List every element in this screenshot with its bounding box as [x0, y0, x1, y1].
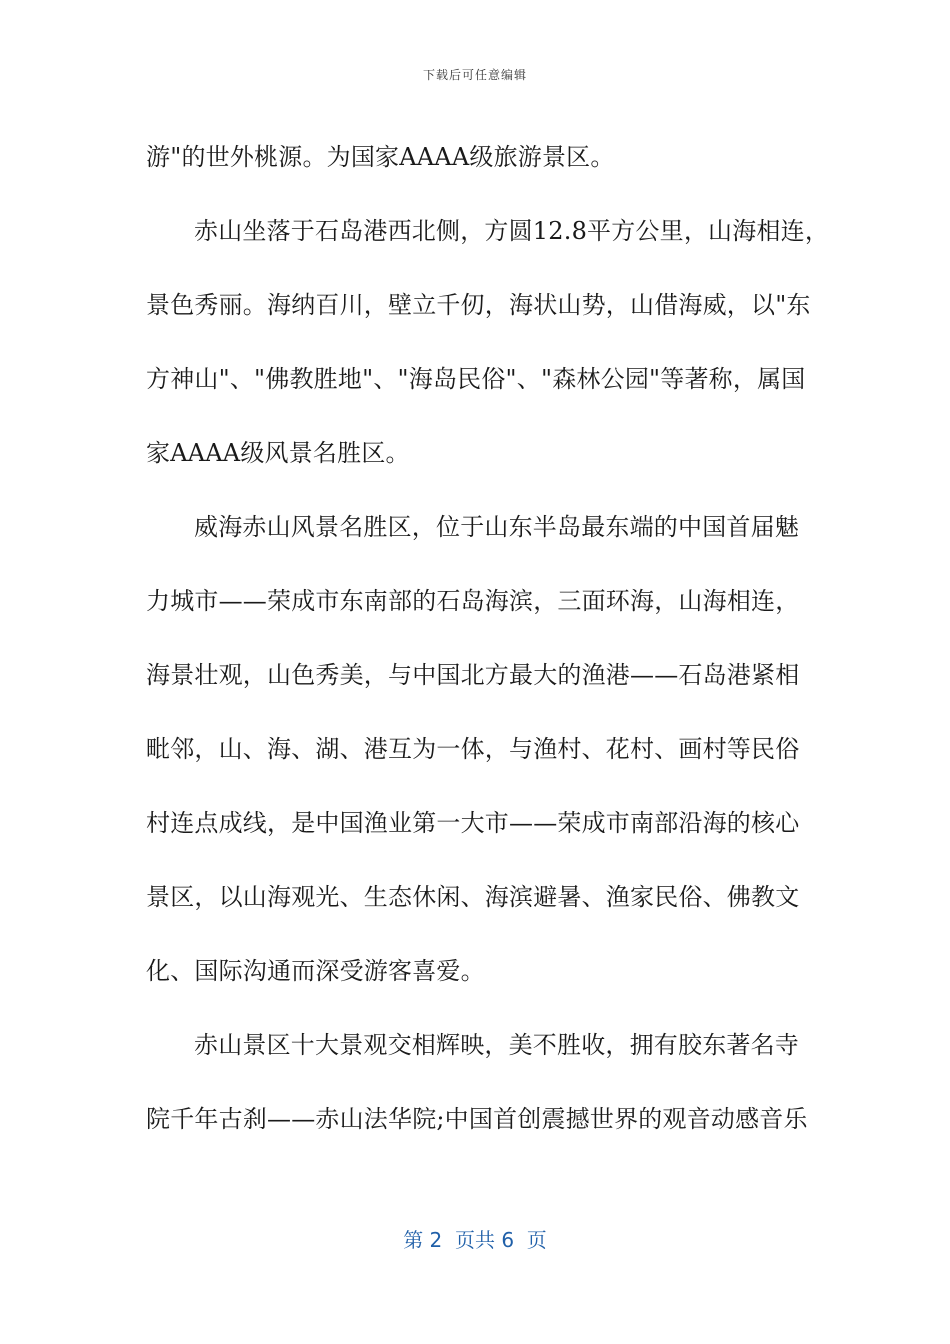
- page-number: 第 2 页共 6 页: [403, 1228, 547, 1252]
- text-line: 景区，以山海观光、生态休闲、海滨避暑、渔家民俗、佛教文: [146, 883, 800, 911]
- page-footer: [0, 1224, 950, 1253]
- page-header: 下载后可任意编辑: [422, 68, 527, 82]
- text-line: 赤山坐落于石岛港西北侧，方圆12.8平方公里，山海相连，: [194, 217, 830, 245]
- text-line: 赤山景区十大景观交相辉映，美不胜收，拥有胶东著名寺: [194, 1031, 799, 1059]
- text-line: 家AAAA级风景名胜区。: [146, 439, 410, 467]
- text-line: 景色秀丽。海纳百川，壁立千仞，海状山势，山借海威，以"东: [146, 291, 811, 319]
- text-line: 游"的世外桃源。为国家AAAA级旅游景区。: [146, 143, 615, 171]
- text-line: 村连点成线，是中国渔业第一大市——荣成市南部沿海的核心: [146, 809, 800, 837]
- text-line: 海景壮观，山色秀美，与中国北方最大的渔港——石岛港紧相: [146, 661, 800, 689]
- text-line: 毗邻，山、海、湖、港互为一体，与渔村、花村、画村等民俗: [146, 735, 800, 763]
- text-line: 威海赤山风景名胜区，位于山东半岛最东端的中国首届魅: [194, 513, 799, 541]
- text-line: 院千年古刹——赤山法华院;中国首创震撼世界的观音动感音乐: [146, 1105, 808, 1133]
- text-line: 力城市——荣成市东南部的石岛海滨，三面环海，山海相连，: [146, 587, 800, 615]
- text-line: 方神山"、"佛教胜地"、"海岛民俗"、"森林公园"等著称，属国: [146, 365, 806, 393]
- text-line: 化、国际沟通而深受游客喜爱。: [146, 957, 485, 985]
- document-body: [146, 120, 830, 1156]
